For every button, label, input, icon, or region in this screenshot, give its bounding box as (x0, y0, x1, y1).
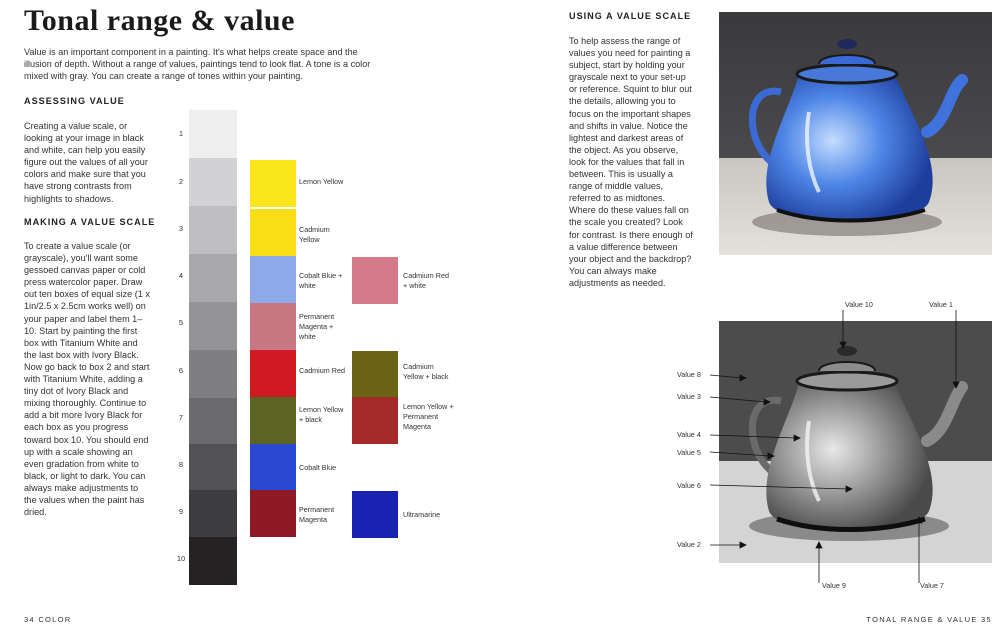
assessing-value-body: Creating a value scale, or looking at your image in black and white, can help you easily figure out the values of all your colors and make sure that you have strong contrasts from highlights to shadows. (24, 121, 148, 204)
value-label: Value 6 (677, 481, 701, 490)
page-title: Tonal range & value (24, 4, 295, 37)
color-swatch-label: Cadmium Red + white (403, 271, 449, 290)
value-number: 3 (178, 224, 184, 233)
value-number: 2 (178, 177, 184, 186)
assessing-value-heading: ASSESSING VALUE (24, 96, 125, 106)
value-label: Value 10 (845, 300, 873, 309)
value-number: 8 (178, 460, 184, 469)
using-scale-heading: USING A VALUE SCALE (569, 11, 692, 21)
value-number: 7 (178, 413, 184, 422)
color-swatch-label: Permanent Magenta + white (299, 312, 335, 341)
color-swatch-label: Cadmium Yellow + black (403, 362, 449, 381)
value-number: 6 (178, 366, 184, 375)
color-swatch-label: Cadmium Yellow (299, 225, 330, 244)
value-number: 10 (176, 554, 186, 563)
color-swatch-label: Ultramarine (403, 510, 441, 519)
color-swatch-label: Lemon Yellow (299, 177, 344, 186)
value-label: Value 4 (677, 430, 701, 439)
color-swatch-label: Cadmium Red (299, 366, 345, 375)
left-page-footer: 34 COLOR (24, 615, 72, 624)
color-swatch-label: Lemon Yellow + black (299, 405, 344, 424)
value-label: Value 1 (929, 300, 953, 309)
value-number: 1 (178, 129, 184, 138)
intro-paragraph: Value is an important component in a painting. It's what helps create space and the illusion of depth. Without a range of values, paintings tend to look flat. A tone is a color mixed with gray. You can create a range of tones within your painting. (24, 47, 371, 81)
value-label: Value 2 (677, 540, 701, 549)
value-label: Value 8 (677, 370, 701, 379)
value-label: Value 9 (822, 581, 846, 590)
color-swatch-label: Lemon Yellow + Permanent Magenta (403, 402, 454, 431)
color-swatch-label: Permanent Magenta (299, 505, 335, 524)
right-page-footer: TONAL RANGE & VALUE 35 (866, 615, 992, 624)
value-number: 4 (178, 271, 184, 280)
value-label: Value 5 (677, 448, 701, 457)
value-number: 5 (178, 318, 184, 327)
making-scale-heading: MAKING A VALUE SCALE (24, 217, 156, 227)
value-label: Value 7 (920, 581, 944, 590)
making-scale-body: To create a value scale (or grayscale), you'll want some gessoed canvas paper or cold press watercolor paper. Draw out ten boxes of equal size (1 x 1in/2.5 x 2.5cm works well) on your paper and label them 1–10. Start by painting the first box with Titanium White and the last box with Ivory Black. Now go back to box 2 and start with Titanium White, adding a tiny dot of Ivory Black and mixing thoroughly. Continue to add a bit more Ivory Black for each box as you progress toward box 10. You should end up with a scale showing an even gradation from white to black, or light to dark. You can always make adjustments to the values when the paint has dried. (24, 241, 150, 518)
color-swatch-label: Cobalt Blue (299, 463, 337, 472)
value-number: 9 (178, 507, 184, 516)
value-label: Value 3 (677, 392, 701, 401)
color-swatch-label: Cobalt Blue + white (299, 271, 343, 290)
using-scale-body: To help assess the range of values you need for painting a subject, start by holding your grayscale next to your set-up or reference. Squint to blur out the details, allowing you to focus on the important shapes and shifts in value. Notice the lightest and darkest areas of the object. As you observe, look for the values that fall in between. This is usually a range of middle values, referred to as midtones. Where do these values fall on the scale you created? Look for contrast. Is there enough of a value difference between your object and the backdrop? You can always make adjustments as needed. (569, 36, 693, 288)
